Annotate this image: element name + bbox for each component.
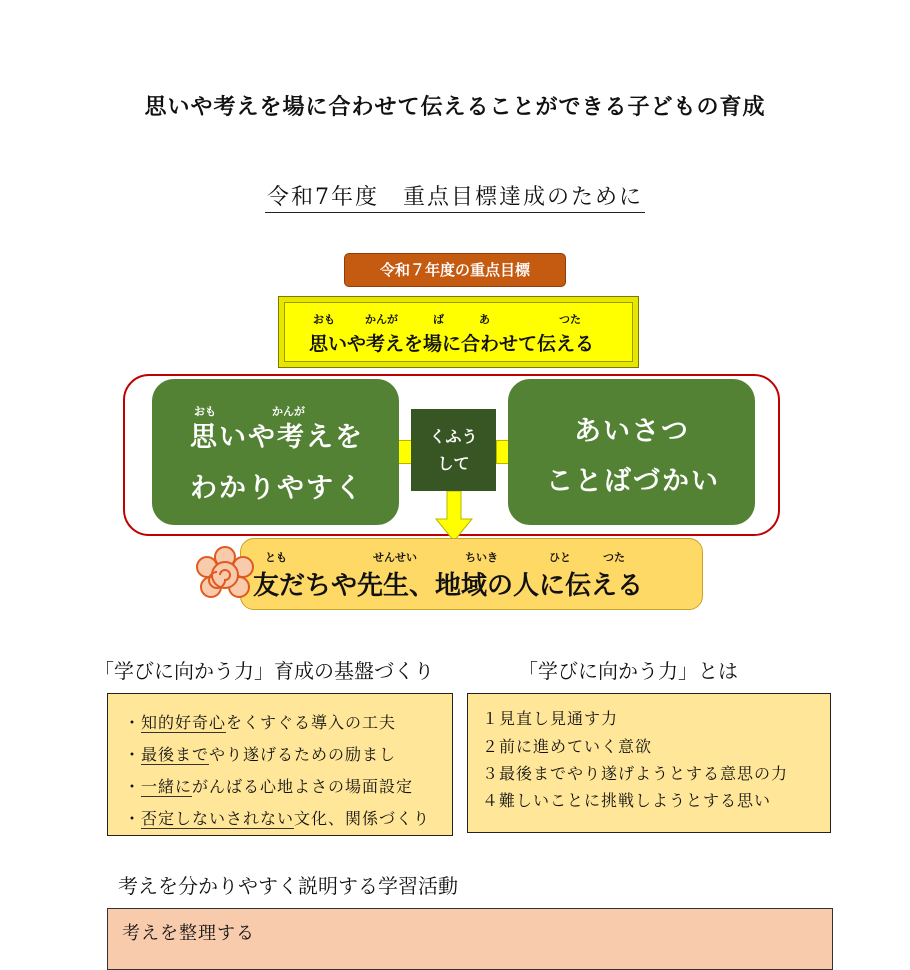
list-item: ・最後までやり遂げるための励まし <box>124 745 397 764</box>
goal-box <box>278 296 639 368</box>
list-item: ３最後までやり遂げようとする意思の力 <box>482 764 789 783</box>
activity-box <box>107 908 833 970</box>
list-item: ・知的好奇心をくすぐる導入の工夫 <box>124 713 397 732</box>
kufu-box: くふう して <box>411 409 496 491</box>
list-item: ・一緒にがんばる心地よさの場面設定 <box>124 777 414 796</box>
outcome-band <box>240 538 703 610</box>
definition-heading: 「学びに向かう力」とは <box>518 659 738 683</box>
goal-badge: 令和７年度の重点目標 <box>344 253 566 287</box>
list-item: ４難しいことに挑戦しようとする思い <box>482 791 772 810</box>
greeting-box <box>508 379 755 525</box>
foundation-list <box>107 693 453 836</box>
list-item: １見直し見通す力 <box>482 709 619 728</box>
flower-icon <box>193 545 257 605</box>
greeting-line-2: ことばづかい <box>546 466 720 497</box>
outcome-furigana: とも せんせい ちいき ひと つた <box>265 551 625 564</box>
activity-item: 考えを整理する <box>122 923 255 944</box>
foundation-heading: 「学びに向かう力」育成の基盤づくり <box>94 659 434 683</box>
list-item: ２前に進めていく意欲 <box>482 737 653 756</box>
greeting-line-1: あいさつ <box>574 416 690 447</box>
definition-list <box>467 693 831 833</box>
clarity-line-2: わかりやすく <box>190 473 364 504</box>
clarity-line-1: 思いや考えを <box>190 422 364 453</box>
goal-furigana: おも かんが ば あ つた <box>313 313 581 326</box>
goal-text: 思いや考えを場に合わせて伝える <box>309 333 595 355</box>
activity-heading: 考えを分かりやすく説明する学習活動 <box>118 874 458 898</box>
outcome-text: 友だちや先生、地域の人に伝える <box>253 571 644 601</box>
down-arrow-icon <box>434 491 474 543</box>
list-item: ・否定しないされない文化、関係づくり <box>124 809 431 828</box>
page-subtitle: 令和7年度 重点目標達成のために <box>0 180 910 211</box>
clarity-box: おも かんが 思いや考えを わかりやすく <box>152 379 399 525</box>
page-title: 思いや考えを場に合わせて伝えることができる子どもの育成 <box>144 95 766 120</box>
